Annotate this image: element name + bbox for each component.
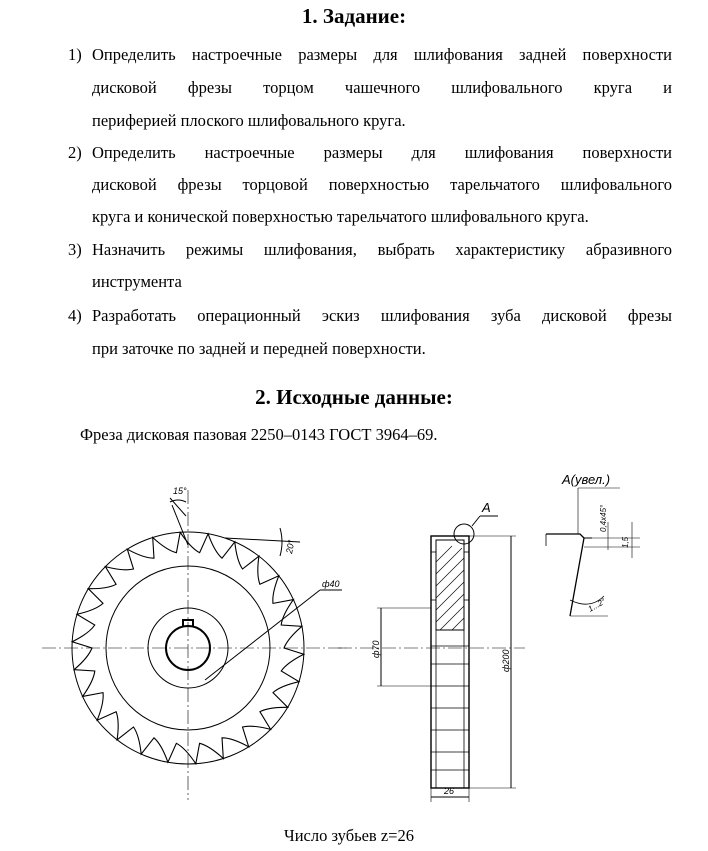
task-line: Определить настроечные размеры для шлифования поверхности [92,143,672,162]
callout-letter: A [482,500,491,515]
dim-hub-diameter: ф40 [322,579,340,589]
task-item-number: 4) [68,306,82,325]
task-line: периферией плоского шлифовального круга. [92,111,406,130]
dim-width: 26 [444,786,455,796]
detail-angle: 1...2° [586,596,608,614]
section-upper [436,540,464,630]
cutter-designation: Фреза дисковая пазовая 2250–0143 ГОСТ 3964–69. [80,425,438,444]
detail-profile [546,534,584,616]
center-lines [42,490,346,800]
dim-outer-diameter: ф200 [501,649,511,672]
task-line: дисковой фрезы торцом чашечного шлифовального круга и [92,78,672,97]
angle-15-label: 15° [173,486,187,496]
detail-chamfer: 0,4х45° [599,504,608,532]
task-line: круга и конической поверхностью тарельчатого шлифовального круга. [92,207,589,226]
section-title-input-data: 2. Исходные данные: [255,385,453,409]
task-line: инструмента [92,272,182,291]
teeth-count-caption: Число зубьев z=26 [284,826,414,845]
section-hatching [436,546,464,630]
detail-a [546,488,640,616]
task-line: Назначить режимы шлифования, выбрать характеристику абразивного [92,240,672,259]
task-line: дисковой фрезы торцовой поверхностью тарельчатого шлифовального [92,175,672,194]
tooth-line-15 [172,505,188,545]
task-line: Определить настроечные размеры для шлифования задней поверхности [92,45,672,64]
section-title-task: 1. Задание: [301,4,407,28]
task-item-number: 1) [68,45,82,64]
dim-bore-diameter: ф70 [371,640,381,658]
angle-20-arc [280,528,282,556]
task-line: Разработать операционный эскиз шлифования зуба дисковой фрезы [92,306,672,325]
tooth-edges [431,552,469,788]
side-view [338,516,525,802]
cutter-side-outline [431,536,469,788]
task-item-number: 2) [68,143,82,162]
detail-height: 1,5 [621,536,630,548]
angle-20-label: 20° [284,539,297,555]
task-line: при заточке по задней и передней поверхности. [92,339,426,358]
task-item-number: 3) [68,240,82,259]
front-view [42,490,346,800]
detail-title: А(увел.) [562,472,611,487]
cutter-drawing [0,450,708,830]
